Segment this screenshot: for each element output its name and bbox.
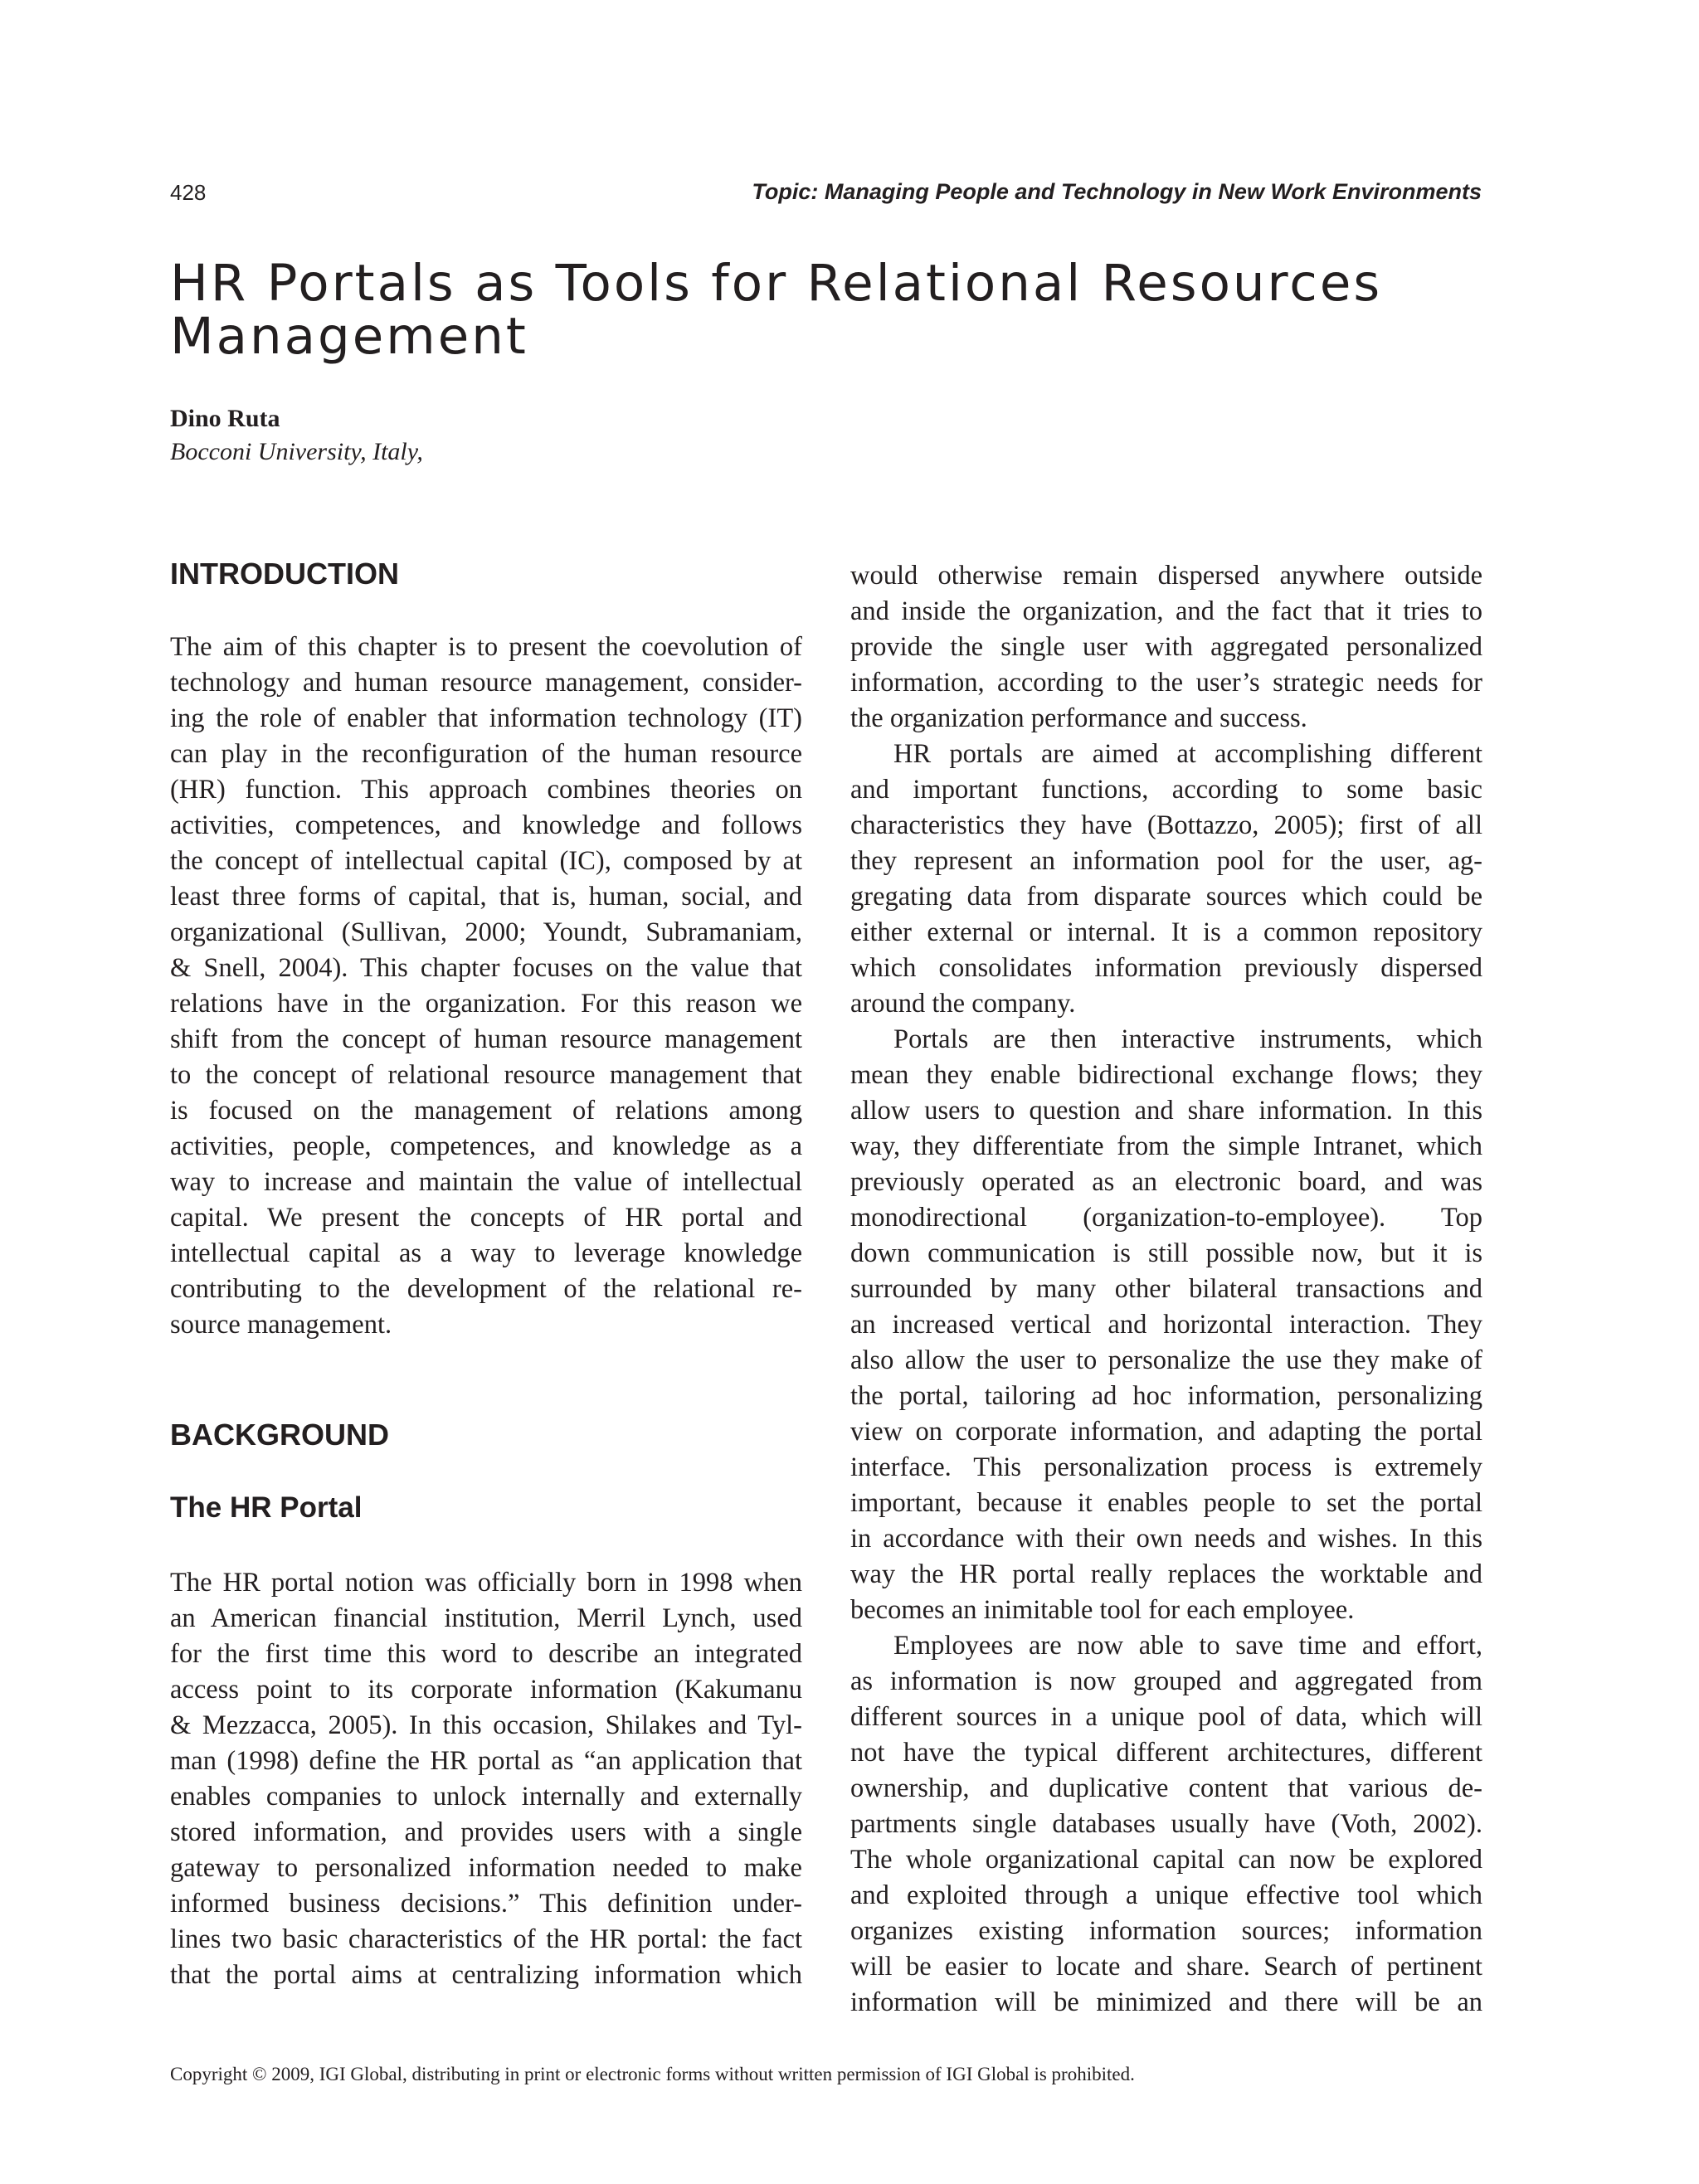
text-line: stored information, and provides users with a single bbox=[170, 1817, 802, 1847]
text-line: monodirectional (organization-to-employee). Top bbox=[850, 1203, 1482, 1233]
hr-portals-functions-paragraph bbox=[850, 737, 1482, 1022]
text-line: organizational (Sullivan, 2000; Youndt, Subramaniam, bbox=[170, 917, 802, 947]
author-affiliation: Bocconi University, Italy, bbox=[170, 438, 423, 465]
text-line: The HR portal notion was officially born in 1998 when bbox=[170, 1568, 802, 1598]
text-line: view on corporate information, and adapting the portal bbox=[850, 1417, 1482, 1447]
text-line: down communication is still possible now, but it is bbox=[850, 1238, 1482, 1268]
text-line: the portal, tailoring ad hoc information, personalizing bbox=[850, 1381, 1482, 1411]
text-line: Employees are now able to save time and effort, bbox=[893, 1631, 1482, 1661]
text-line: that the portal aims at centralizing information which bbox=[170, 1960, 802, 1990]
text-line: which consolidates information previously dispersed bbox=[850, 953, 1482, 983]
text-line: shift from the concept of human resource management bbox=[170, 1024, 802, 1054]
text-line: source management. bbox=[170, 1310, 392, 1340]
interactive-instruments-paragraph bbox=[850, 1022, 1482, 1628]
text-line: mean they enable bidirectional exchange flows; they bbox=[850, 1060, 1482, 1090]
title-line: Management bbox=[170, 307, 528, 366]
text-line: different sources in a unique pool of data, which will bbox=[850, 1702, 1482, 1732]
text-line: relations have in the organization. For this reason we bbox=[170, 989, 802, 1019]
text-line: and important functions, according to some basic bbox=[850, 775, 1482, 805]
text-line: organizes existing information sources; information bbox=[850, 1916, 1482, 1946]
text-line: surrounded by many other bilateral transactions and bbox=[850, 1274, 1482, 1304]
text-line: and inside the organization, and the fact that it tries to bbox=[850, 596, 1482, 626]
text-line: for the first time this word to describe an integrated bbox=[170, 1639, 802, 1669]
text-line: characteristics they have (Bottazzo, 2005); first of all bbox=[850, 810, 1482, 840]
text-line: contributing to the development of the relational re- bbox=[170, 1274, 802, 1304]
text-line: enables companies to unlock internally and externally bbox=[170, 1782, 802, 1812]
text-line: lines two basic characteristics of the HR portal: the fact bbox=[170, 1924, 802, 1954]
text-line: provide the single user with aggregated personalized bbox=[850, 632, 1482, 662]
text-line: gateway to personalized information needed to make bbox=[170, 1853, 802, 1883]
text-line: way the HR portal really replaces the worktable and bbox=[850, 1559, 1482, 1589]
text-line: capital. We present the concepts of HR portal and bbox=[170, 1203, 802, 1233]
text-line: intellectual capital as a way to leverage knowledge bbox=[170, 1238, 802, 1268]
text-line: way, they differentiate from the simple Intranet, which bbox=[850, 1131, 1482, 1161]
text-line: is focused on the management of relations among bbox=[170, 1096, 802, 1126]
text-line: The whole organizational capital can now be explored bbox=[850, 1845, 1482, 1875]
text-line: in accordance with their own needs and wishes. In this bbox=[850, 1524, 1482, 1554]
text-line: they represent an information pool for the user, ag- bbox=[850, 846, 1482, 876]
text-line: allow users to question and share information. In this bbox=[850, 1096, 1482, 1126]
text-line: and exploited through a unique effective tool which bbox=[850, 1880, 1482, 1910]
text-line: will be easier to locate and share. Search of pertinent bbox=[850, 1952, 1482, 1982]
text-line: around the company. bbox=[850, 989, 1076, 1019]
text-line: ownership, and duplicative content that various de- bbox=[850, 1773, 1482, 1803]
text-line: can play in the reconfiguration of the human resource bbox=[170, 739, 802, 769]
text-line: & Snell, 2004). This chapter focuses on the value that bbox=[170, 953, 802, 983]
text-line: previously operated as an electronic board, and was bbox=[850, 1167, 1482, 1197]
text-line: & Mezzacca, 2005). In this occasion, Shilakes and Tyl- bbox=[170, 1710, 802, 1740]
text-line: least three forms of capital, that is, human, social, and bbox=[170, 882, 802, 912]
chapter-title bbox=[170, 254, 1514, 366]
text-line: gregating data from disparate sources which could be bbox=[850, 882, 1482, 912]
hr-portal-heading: The HR Portal bbox=[170, 1491, 363, 1524]
copyright-footer: Copyright © 2009, IGI Global, distributing in print or electronic forms without written permission of IGI Global is prohibited. bbox=[170, 2064, 1135, 2084]
text-line: activities, competences, and knowledge and follows bbox=[170, 810, 802, 840]
background-heading: BACKGROUND bbox=[170, 1418, 389, 1452]
text-line: an increased vertical and horizontal interaction. They bbox=[850, 1310, 1482, 1340]
text-line: access point to its corporate information (Kakumanu bbox=[170, 1675, 802, 1705]
text-line: The aim of this chapter is to present the coevolution of bbox=[170, 632, 802, 662]
author-name: Dino Ruta bbox=[170, 405, 280, 432]
text-line: also allow the user to personalize the use they make of bbox=[850, 1345, 1482, 1375]
running-head: Topic: Managing People and Technology in New Work Environments bbox=[752, 179, 1482, 204]
title-line: HR Portals as Tools for Relational Resources bbox=[170, 254, 1383, 313]
text-line: important, because it enables people to set the portal bbox=[850, 1488, 1482, 1518]
employees-paragraph bbox=[850, 1628, 1482, 2021]
text-line: to the concept of relational resource management that bbox=[170, 1060, 802, 1090]
continued-paragraph bbox=[850, 558, 1482, 737]
text-line: not have the typical different architectures, different bbox=[850, 1738, 1482, 1768]
text-line: information will be minimized and there will be an bbox=[850, 1987, 1482, 2017]
text-line: (HR) function. This approach combines theories on bbox=[170, 775, 802, 805]
text-line: HR portals are aimed at accomplishing different bbox=[893, 739, 1482, 769]
text-line: technology and human resource management, consider- bbox=[170, 668, 802, 698]
text-line: activities, people, competences, and knowledge as a bbox=[170, 1131, 802, 1161]
text-line: interface. This personalization process is extremely bbox=[850, 1452, 1482, 1482]
page-number: 428 bbox=[170, 180, 207, 205]
text-line: either external or internal. It is a common repository bbox=[850, 917, 1482, 947]
text-line: informed business decisions.” This definition under- bbox=[170, 1889, 802, 1919]
text-line: as information is now grouped and aggregated from bbox=[850, 1666, 1482, 1696]
text-line: ing the role of enabler that information technology (IT) bbox=[170, 703, 802, 733]
text-line: Portals are then interactive instruments, which bbox=[893, 1024, 1482, 1054]
text-line: the concept of intellectual capital (IC), composed by at bbox=[170, 846, 802, 876]
text-line: man (1998) define the HR portal as “an application that bbox=[170, 1746, 802, 1776]
text-line: way to increase and maintain the value of intellectual bbox=[170, 1167, 802, 1197]
hr-portal-paragraph bbox=[170, 1565, 802, 1993]
introduction-paragraph bbox=[170, 630, 802, 1343]
introduction-heading: INTRODUCTION bbox=[170, 557, 399, 591]
text-line: the organization performance and success. bbox=[850, 703, 1307, 733]
text-line: partments single databases usually have (Voth, 2002). bbox=[850, 1809, 1482, 1839]
text-line: would otherwise remain dispersed anywhere outside bbox=[850, 561, 1482, 591]
text-line: becomes an inimitable tool for each employee. bbox=[850, 1595, 1355, 1625]
text-line: an American financial institution, Merril Lynch, used bbox=[170, 1603, 802, 1633]
text-line: information, according to the user’s strategic needs for bbox=[850, 668, 1482, 698]
